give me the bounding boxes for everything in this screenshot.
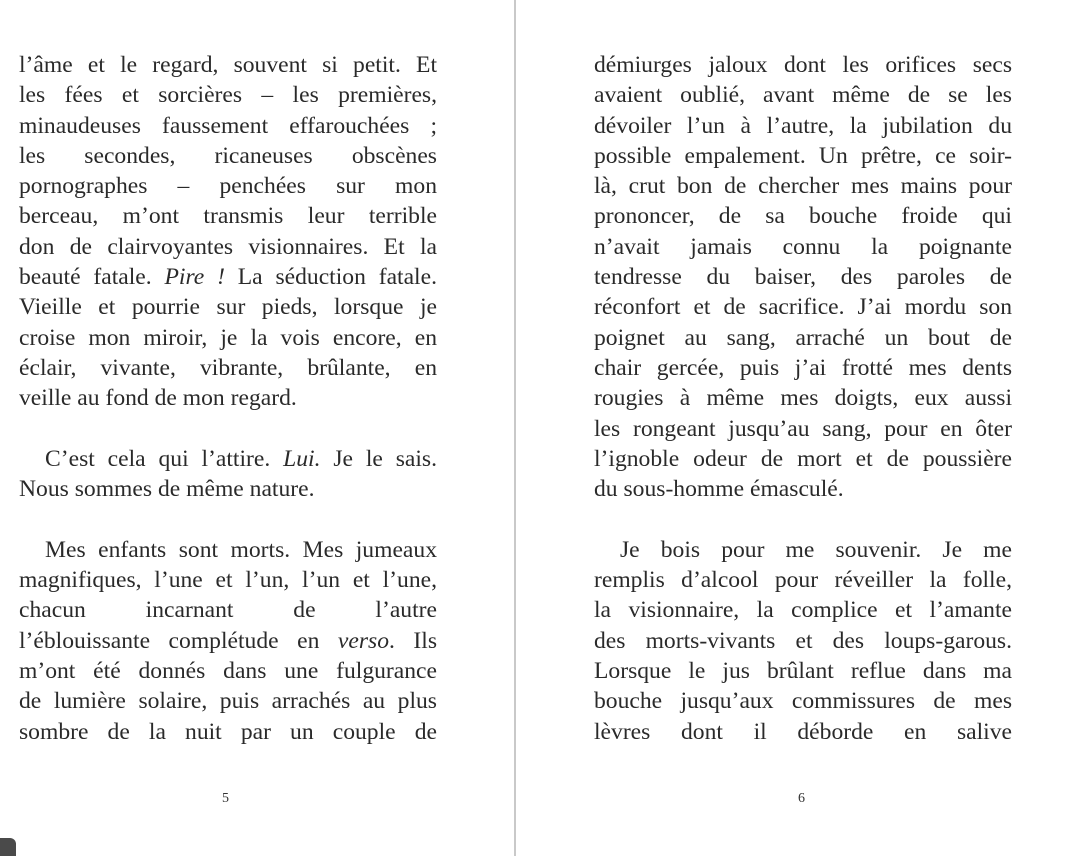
text-line: tendresse du baiser, des paroles de [594, 264, 1012, 291]
text-line: là, crut bon de chercher mes mains pour [594, 173, 1012, 200]
text-line: dévoiler l’un à l’autre, la jubilation du [594, 112, 1012, 139]
text-line: les fées et sorcières – les premières, [19, 82, 437, 109]
text-line: croise mon miroir, je la vois encore, en [19, 324, 437, 351]
italic-word: Pire ! [164, 264, 225, 291]
text-line: Vieille et pourrie sur pieds, lorsque je [19, 294, 437, 321]
left-page-text [19, 50, 437, 747]
text-line: prononcer, de sa bouche froide qui [594, 203, 1012, 230]
text-line: don de clairvoyantes visionnaires. Et la [19, 233, 437, 260]
italic-word: verso [337, 627, 390, 654]
text-line: éclair, vivante, vibrante, brûlante, en [19, 354, 437, 381]
text-line: Lorsque le jus brûlant reflue dans ma [594, 657, 1012, 684]
right-page-text [594, 50, 1012, 747]
text-line: l’éblouissante complétude en verso. Ils [19, 627, 438, 654]
text-line: beauté fatale. Pire ! La séduction fatale. [19, 264, 437, 291]
text-line: du sous-homme émasculé. [594, 476, 844, 503]
text-line: réconfort et de sacrifice. J’ai mordu son [594, 294, 1012, 321]
book-gutter [514, 0, 516, 856]
text-line: démiurges jaloux dont les orifices secs [594, 52, 1012, 78]
text-line: pornographes – penchées sur mon [19, 173, 437, 200]
page-number-left: 5 [222, 791, 229, 806]
text-line: avaient oublié, avant même de se les [594, 82, 1012, 109]
text-line: magnifiques, l’une et l’un, l’un et l’une, [19, 567, 437, 594]
paragraph-gap [594, 504, 1012, 534]
text-line: m’ont été donnés dans une fulgurance [19, 657, 437, 684]
text-line: n’avait jamais connu la poignante [594, 233, 1012, 260]
text-line: rougies à même mes doigts, eux aussi [594, 385, 1012, 412]
text-line: Mes enfants sont morts. Mes jumeaux [45, 536, 437, 563]
paragraph [19, 444, 437, 505]
text-line: minaudeuses faussement effarouchées ; [19, 112, 437, 139]
page-number-right: 6 [798, 791, 805, 806]
text-line: Je bois pour me souvenir. Je me [620, 536, 1012, 563]
italic-word: Lui. [283, 445, 321, 472]
text-line: des morts-vivants et des loups-garous. [594, 627, 1012, 654]
text-line: chair gercée, puis j’ai frotté mes dents [594, 354, 1012, 381]
text-line: sombre de la nuit par un couple de [19, 718, 437, 745]
text-line: berceau, m’ont transmis leur terrible [19, 203, 437, 230]
text-line: C’est cela qui l’attire. Lui. Je le sais. [45, 445, 438, 472]
text-line: l’ignoble odeur de mort et de poussière [594, 445, 1012, 472]
text-line: la visionnaire, la complice et l’amante [594, 597, 1012, 624]
text-line: Nous sommes de même nature. [19, 476, 315, 503]
paragraph-gap [19, 414, 437, 444]
text-line: lèvres dont il déborde en salive [594, 718, 1012, 745]
text-line: poignet au sang, arraché un bout de [594, 324, 1012, 351]
corner-tab[interactable] [0, 838, 16, 856]
paragraph [594, 535, 1012, 747]
paragraph-gap [19, 504, 437, 534]
text-line: chacun incarnant de l’autre [19, 597, 437, 624]
text-line: les secondes, ricaneuses obscènes [19, 142, 437, 169]
text-line: veille au fond de mon regard. [19, 385, 297, 412]
text-line: de lumière solaire, puis arrachés au plus [19, 688, 437, 715]
text-line: possible empalement. Un prêtre, ce soir- [594, 142, 1012, 169]
paragraph [19, 535, 437, 747]
text-line: l’âme et le regard, souvent si petit. Et [19, 52, 437, 78]
paragraph [19, 50, 437, 414]
paragraph [594, 50, 1012, 504]
text-line: remplis d’alcool pour réveiller la folle, [594, 567, 1012, 594]
text-line: les rongeant jusqu’au sang, pour en ôter [594, 415, 1012, 442]
text-line: bouche jusqu’aux commissures de mes [594, 688, 1012, 715]
